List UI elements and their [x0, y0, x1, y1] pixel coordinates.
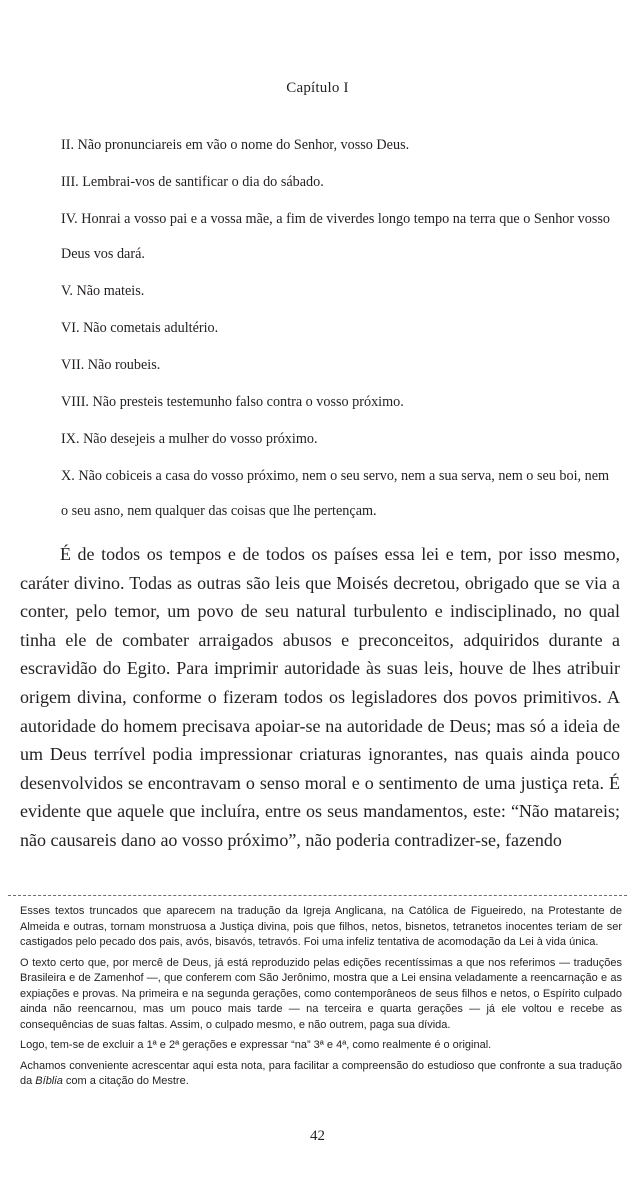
footnote-divider: [8, 895, 627, 896]
footnote-text: Achamos conveniente acrescentar aqui esta nota, para facilitar a compreensão do estudioso que confronte a sua tradução da: [20, 1059, 622, 1087]
footnote-paragraph: Logo, tem-se de excluir a 1ª e 2ª gerações e expressar “na” 3ª e 4ª, como realmente é o original.: [20, 1039, 492, 1051]
commandment-item: V. Não mateis.: [61, 283, 145, 299]
body-paragraph: É de todos os tempos e de todos os países essa lei e tem, por isso mesmo, caráter divino. Todas as outras são leis que Moisés decretou, obrigado que se via a conter, pelo temor, um povo de seu natural turbulento e indisciplinado, no qual tinha ele de combater arraigados abusos e preconceitos, adquiridos durante a escravidão do Egito. Para imprimir autoridade às suas leis, houve de lhes atribuir origem divina, conforme o fizeram todos os legisladores dos povos primitivos. A autoridade do homem precisava apoiar-se na autoridade de Deus; mas só a ideia de um Deus terrível podia impressionar criaturas ignorantes, nas quais ainda pouco desenvolvidos se encontravam o senso moral e o sentimento de uma justiça reta. É evidente que aquele que incluíra, entre os seus mandamentos, este: “Não matareis; não causareis dano ao vosso próximo”, não poderia contradizer-se, fazendo: [20, 544, 620, 850]
commandment-item: IX. Não desejeis a mulher do vosso próximo.: [61, 431, 318, 447]
commandment-item: X. Não cobiceis a casa do vosso próximo, nem o seu servo, nem a sua serva, nem o seu boi, nem o seu asno, nem qualquer das coisas que lhe pertençam.: [61, 468, 610, 519]
footnote-paragraph: O texto certo que, por mercê de Deus, já está reproduzido pelas edições recentíssimas a que nos referimos — traduções Brasileira e de Zamenhof —, que conferem com São Jerônimo, mostra que a Lei ensina veladamente a reencarnação e as expiações e provas. Na primeira e na segunda gerações, como contemporâneos de seus filhos e netos, o Espírito culpado ainda não reencarnou, mas um pouco mais tarde — na terceira e quarta gerações — já ele voltou e recebe as consequências de suas faltas. Assim, o culpado mesmo, e não outrem, paga sua dívida.: [20, 956, 622, 1031]
commandment-item: VI. Não cometais adultério.: [61, 320, 219, 336]
commandments-list: [61, 137, 618, 540]
commandment-item: VIII. Não presteis testemunho falso contra o vosso próximo.: [61, 394, 404, 410]
footnote-paragraph: [20, 1059, 622, 1090]
footnotes-block: [20, 904, 622, 1095]
page-number: 42: [310, 1128, 325, 1144]
running-head-chapter: Capítulo I: [286, 80, 349, 96]
commandment-item: II. Não pronunciareis em vão o nome do Senhor, vosso Deus.: [61, 137, 410, 153]
footnote-text: com a citação do Mestre.: [62, 1075, 189, 1087]
footnote-paragraph: Esses textos truncados que aparecem na tradução da Igreja Anglicana, na Católica de Figueiredo, na Protestante de Almeida e outras, tornam monstruosa a Justiça divina, pois que filhos, netos, bisnetos, tetranetos inocentes teriam de ser castigados pelo pecado dos pais, avós, bisavós, tetravós. Foi uma infeliz tentativa de acomodação da Lei à vida única.: [20, 905, 622, 948]
footnote-italic-title: Bíblia: [35, 1075, 63, 1087]
commandment-item: III. Lembrai-vos de santificar o dia do sábado.: [61, 174, 324, 190]
commandment-item: IV. Honrai a vosso pai e a vossa mãe, a fim de viverdes longo tempo na terra que o Senhor vosso Deus vos dará.: [61, 211, 610, 262]
commandment-item: VII. Não roubeis.: [61, 357, 161, 373]
